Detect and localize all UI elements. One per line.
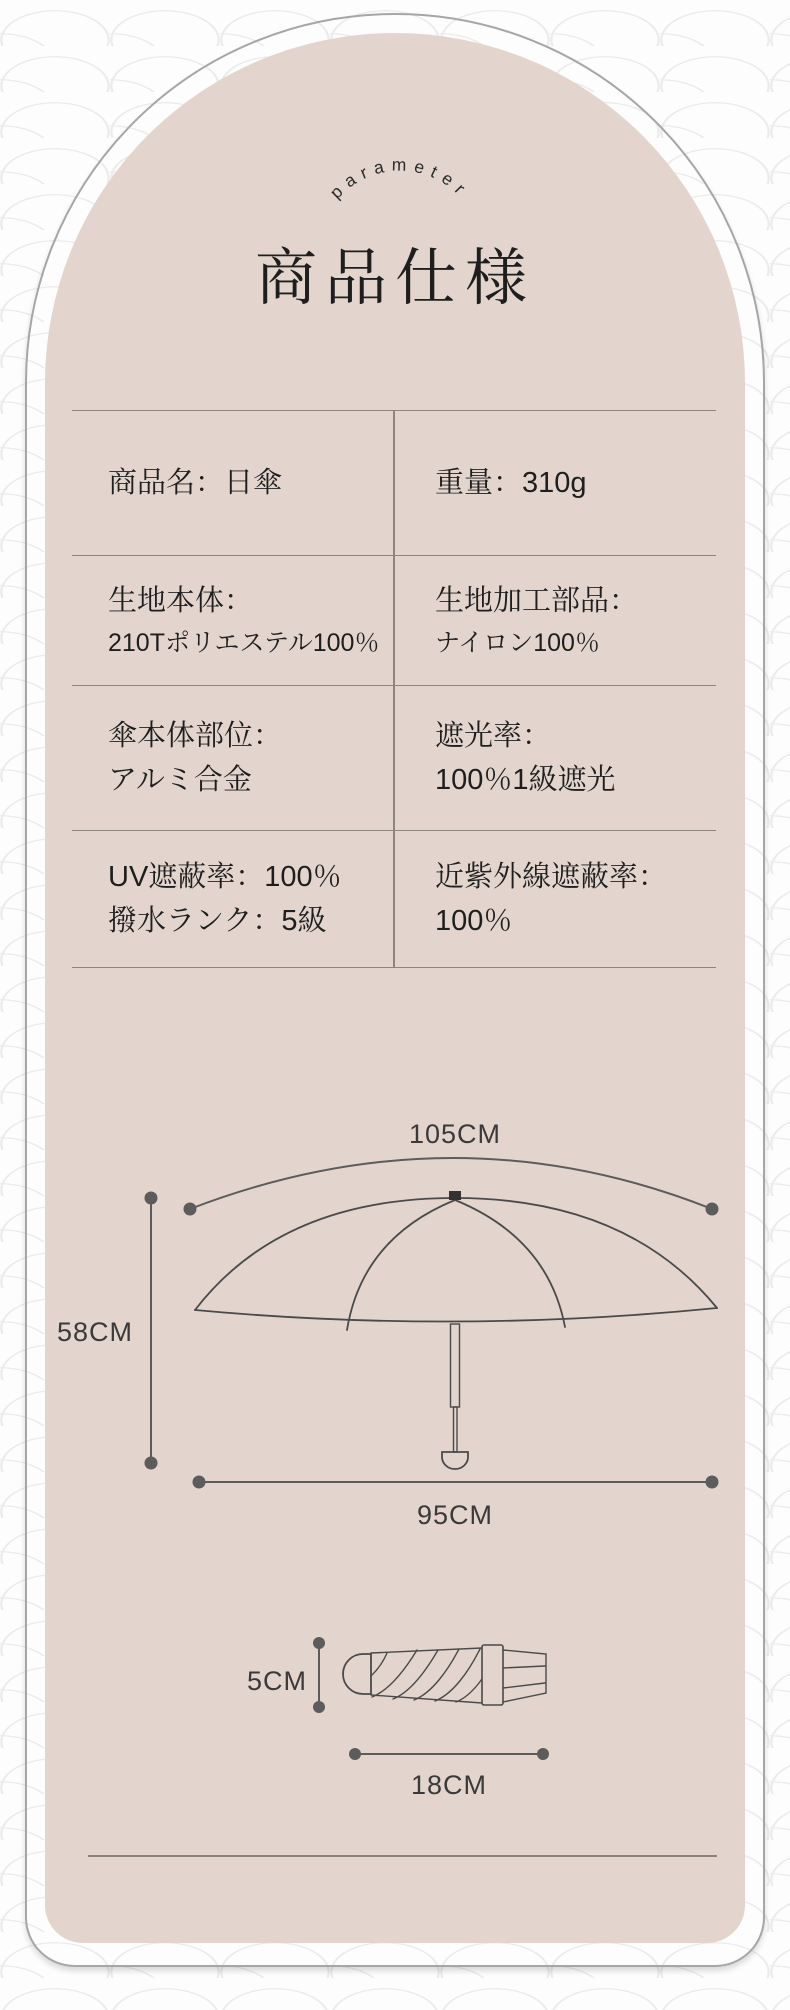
- measure-dot: [145, 1457, 158, 1470]
- measure-dot: [706, 1203, 719, 1216]
- measure-dot: [349, 1748, 361, 1760]
- cell-text: UV遮蔽率：100％: [108, 860, 342, 893]
- cell-text: 100％: [435, 905, 513, 937]
- fold-line: [414, 1649, 459, 1700]
- eyebrow-label: parameter: [325, 154, 475, 203]
- measure-dot: [184, 1203, 197, 1216]
- cell-text: 210Tポリエステル100％: [108, 628, 380, 657]
- cell-weight: [395, 411, 716, 555]
- fold-line: [372, 1653, 387, 1675]
- eyebrow-curved-text: [326, 154, 475, 202]
- canopy-bottom-edge: [195, 1308, 717, 1322]
- umbrella-handle: [442, 1452, 468, 1469]
- folded-umbrella-drawing: [343, 1645, 546, 1705]
- table-row: [72, 556, 716, 686]
- folded-strap: [482, 1645, 503, 1705]
- measure-dot: [313, 1637, 325, 1649]
- folded-tip-outline: [503, 1650, 546, 1702]
- folded-body-top: [371, 1648, 482, 1653]
- open-umbrella-diagram: [57, 1119, 719, 1530]
- canopy-rib-left: [347, 1200, 455, 1330]
- measure-dot: [313, 1701, 325, 1713]
- umbrella-shaft-upper: [451, 1324, 460, 1407]
- dimension-diagrams: [45, 1093, 745, 1883]
- cell-text: 重量：310g: [435, 466, 587, 499]
- umbrella-ferrule: [449, 1191, 461, 1200]
- label-diameter: 95CM: [416, 1500, 494, 1530]
- spec-table: [72, 410, 716, 968]
- cell-text: 生地本体：: [108, 585, 254, 618]
- measure-dot: [145, 1192, 158, 1205]
- cell-frame-material: [72, 686, 395, 830]
- cell-text: 100％1級遮光: [435, 764, 616, 796]
- cell-uv-block: [72, 831, 395, 967]
- cell-fabric-body: [72, 556, 395, 685]
- cell-text: 商品名：日傘: [108, 466, 283, 499]
- cell-text: 傘本体部位：: [108, 719, 283, 752]
- folded-tip-line: [503, 1683, 545, 1688]
- measure-dot: [537, 1748, 549, 1760]
- cell-fabric-parts: [395, 556, 716, 685]
- table-row: [72, 686, 716, 831]
- cell-near-uv-block: [395, 831, 716, 967]
- folded-tip-line: [503, 1666, 545, 1668]
- cell-shading-rate: [395, 686, 716, 830]
- canopy-top-outline: [195, 1198, 717, 1310]
- open-umbrella-drawing: [195, 1191, 717, 1469]
- cell-product-name: [72, 411, 395, 555]
- measure-dot: [706, 1476, 719, 1489]
- cell-text: 遮光率：: [435, 719, 552, 752]
- measure-dot: [193, 1476, 206, 1489]
- cell-text: 近紫外線遮蔽率：: [435, 860, 668, 893]
- fold-line: [372, 1650, 417, 1697]
- cell-text: アルミ合金: [108, 764, 252, 796]
- fold-line: [435, 1649, 480, 1701]
- folded-umbrella-diagram: [247, 1637, 549, 1800]
- cell-text: 生地加工部品：: [435, 585, 639, 618]
- label-folded-height: 5CM: [246, 1666, 308, 1696]
- canopy-rib-right: [455, 1200, 565, 1327]
- cell-text: 撥水ランク：5級: [108, 905, 327, 937]
- umbrella-shaft-lower: [454, 1407, 458, 1452]
- table-row: [72, 831, 716, 968]
- label-folded-length: 18CM: [410, 1770, 488, 1800]
- folded-handle-cap: [343, 1654, 371, 1694]
- spec-panel: [45, 33, 745, 1943]
- table-row: [72, 411, 716, 556]
- label-height: 58CM: [56, 1317, 134, 1347]
- page-title: 商品仕様: [254, 244, 535, 313]
- label-canopy-arc-width: 105CM: [408, 1119, 502, 1149]
- cell-text: ナイロン100％: [435, 628, 600, 657]
